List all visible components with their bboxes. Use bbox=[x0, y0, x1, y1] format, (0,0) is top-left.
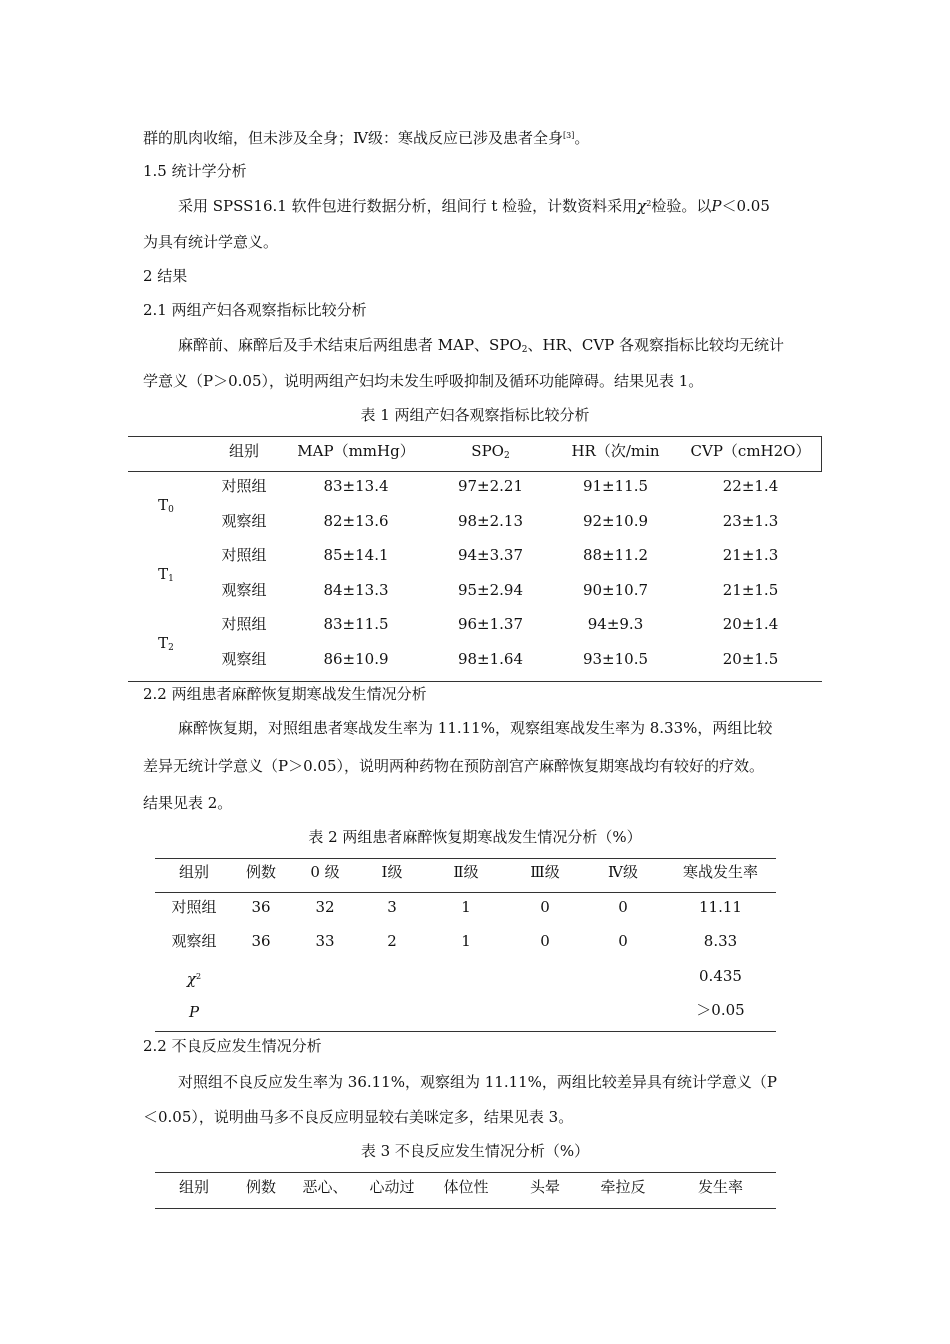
table1-cell-cvp: 21±1.5 bbox=[722, 581, 779, 599]
table2-cell: 36 bbox=[251, 932, 271, 950]
table1-cell-map: 83±13.4 bbox=[323, 477, 389, 495]
table2-caption: 表 2 两组患者麻醉恢复期寒战发生情况分析（%） bbox=[308, 828, 642, 846]
table1-cell-map: 83±11.5 bbox=[323, 615, 389, 633]
table1-time-t0: $T_0$ bbox=[158, 496, 174, 515]
table2-header-cell: 寒战发生率 bbox=[682, 863, 758, 881]
section-heading-2-1: 2.1 两组产妇各观察指标比较分析 bbox=[143, 301, 367, 319]
paragraph-line: 为具有统计学意义。 bbox=[143, 233, 279, 251]
table3-header-cell: 组别 bbox=[178, 1178, 209, 1196]
table2-chi-label: $\chi^2$ bbox=[186, 970, 202, 988]
table1-header-cvp: CVP（cmH2O） bbox=[690, 442, 811, 460]
table1-cell-cvp: 21±1.3 bbox=[722, 546, 779, 564]
paragraph-line: ＜0.05），说明曲马多不良反应明显较右美咪定多，结果见表 3。 bbox=[143, 1108, 574, 1126]
table-rule bbox=[155, 1172, 776, 1173]
table1-cell-hr: 91±11.5 bbox=[582, 477, 649, 495]
section-heading-1-5: 1.5 统计学分析 bbox=[143, 162, 247, 180]
table1-caption: 表 1 两组产妇各观察指标比较分析 bbox=[360, 406, 590, 424]
table1-cell-cvp: 22±1.4 bbox=[722, 477, 779, 495]
table1-cell-cvp: 23±1.3 bbox=[722, 512, 779, 530]
section-heading-2: 2 结果 bbox=[143, 267, 188, 285]
table3-header-cell: 发生率 bbox=[697, 1178, 743, 1196]
table3-header-cell: 心动过 bbox=[369, 1178, 415, 1196]
table-rule bbox=[128, 436, 822, 437]
table1-cell-map: 84±13.3 bbox=[323, 581, 389, 599]
table2-cell: 3 bbox=[387, 898, 397, 916]
table2-cell: 对照组 bbox=[171, 898, 217, 916]
table1-cell-group: 对照组 bbox=[221, 615, 267, 633]
table1-time-t1: $T_1$ bbox=[158, 565, 174, 584]
table2-header-cell: Ⅳ级 bbox=[608, 863, 638, 881]
table2-cell: 1 bbox=[461, 898, 471, 916]
section-heading-2-2: 2.2 两组患者麻醉恢复期寒战发生情况分析 bbox=[143, 685, 427, 703]
table2-cell: 2 bbox=[387, 932, 397, 950]
table1-cell-cvp: 20±1.4 bbox=[722, 615, 779, 633]
table2-cell: 32 bbox=[315, 898, 335, 916]
table1-cell-spo2: 95±2.94 bbox=[457, 581, 524, 599]
table2-header-cell: 0 级 bbox=[310, 863, 340, 881]
table1-cell-group: 观察组 bbox=[221, 512, 267, 530]
table2-header-cell: Ⅲ级 bbox=[530, 863, 560, 881]
table3-header-cell: 头晕 bbox=[529, 1178, 560, 1196]
paragraph-line: 群的肌肉收缩，但未涉及全身；Ⅳ级：寒战反应已涉及患者全身[3]。 bbox=[143, 129, 590, 147]
table1-cell-hr: 92±10.9 bbox=[582, 512, 649, 530]
paragraph-line: 学意义（P＞0.05），说明两组产妇均未发生呼吸抑制及循环功能障碍。结果见表 1。 bbox=[143, 372, 704, 390]
table2-header-cell: 组别 bbox=[178, 863, 209, 881]
table2-cell: 0 bbox=[618, 932, 628, 950]
paragraph-line: 采用 SPSS16.1 软件包进行数据分析，组间行 t 检验，计数资料采用$\chi^2$检验。以P＜0.05 bbox=[178, 197, 770, 215]
table1-cell-spo2: 98±2.13 bbox=[457, 512, 524, 530]
table1-cell-spo2: 97±2.21 bbox=[457, 477, 524, 495]
table3-header-cell: 牵拉反 bbox=[600, 1178, 646, 1196]
table1-cell-hr: 93±10.5 bbox=[582, 650, 649, 668]
table2-cell: 0 bbox=[618, 898, 628, 916]
table1-cell-cvp: 20±1.5 bbox=[722, 650, 779, 668]
table2-header-cell: Ⅰ级 bbox=[381, 863, 403, 881]
table2-cell: 观察组 bbox=[171, 932, 217, 950]
table-rule bbox=[155, 858, 776, 859]
table2-cell: 8.33 bbox=[703, 932, 738, 950]
table1-cell-hr: 88±11.2 bbox=[582, 546, 649, 564]
paragraph-line: 麻醉恢复期，对照组患者寒战发生率为 11.11%，观察组寒战发生率为 8.33%，两组比较 bbox=[178, 719, 773, 737]
table2-cell: 0 bbox=[540, 932, 550, 950]
table1-cell-spo2: 98±1.64 bbox=[457, 650, 524, 668]
table1-cell-group: 对照组 bbox=[221, 477, 267, 495]
table2-cell: 33 bbox=[315, 932, 335, 950]
table1-cell-group: 观察组 bbox=[221, 650, 267, 668]
table1-header-spo2: $SPO_2$ bbox=[471, 442, 510, 461]
table1-time-t2: $T_2$ bbox=[158, 634, 174, 653]
table-rule bbox=[128, 681, 822, 682]
paragraph-line: 结果见表 2。 bbox=[143, 794, 233, 812]
table-rule bbox=[128, 471, 822, 472]
table2-p-value: ＞0.05 bbox=[696, 1001, 745, 1019]
paragraph-line: 麻醉前、麻醉后及手术结束后两组患者 MAP、$SPO_2$、HR、CVP 各观察指标比较均无统计 bbox=[178, 336, 785, 355]
table2-cell: 0 bbox=[540, 898, 550, 916]
table2-chi-value: 0.435 bbox=[699, 967, 742, 985]
table3-header-cell: 例数 bbox=[245, 1178, 276, 1196]
table2-header-cell: Ⅱ级 bbox=[453, 863, 479, 881]
table1-cell-group: 观察组 bbox=[221, 581, 267, 599]
paragraph-line: 对照组不良反应发生率为 36.11%，观察组为 11.11%，两组比较差异具有统计学意义（P bbox=[178, 1073, 778, 1091]
table3-header-cell: 体位性 bbox=[443, 1178, 489, 1196]
table2-cell: 36 bbox=[251, 898, 271, 916]
table2-cell: 11.11 bbox=[699, 898, 742, 916]
table1-cell-group: 对照组 bbox=[221, 546, 267, 564]
table1-cell-map: 85±14.1 bbox=[323, 546, 389, 564]
table-rule bbox=[155, 1208, 776, 1209]
table2-header-cell: 例数 bbox=[245, 863, 276, 881]
table1-header-hr: HR（次/min bbox=[571, 442, 660, 460]
table2-p-label: P bbox=[188, 1003, 200, 1021]
table-rule bbox=[155, 1031, 776, 1032]
table3-caption: 表 3 不良反应发生情况分析（%） bbox=[360, 1142, 590, 1160]
section-heading-2-2-adverse: 2.2 不良反应发生情况分析 bbox=[143, 1037, 322, 1055]
table-rule bbox=[155, 892, 776, 893]
table1-cell-hr: 94±9.3 bbox=[587, 615, 644, 633]
table1-header-map: MAP（mmHg） bbox=[297, 442, 415, 460]
table3-header-cell: 恶心、 bbox=[302, 1178, 348, 1196]
paragraph-line: 差异无统计学意义（P＞0.05），说明两种药物在预防剖宫产麻醉恢复期寒战均有较好的疗效。 bbox=[143, 757, 764, 775]
table1-cell-hr: 90±10.7 bbox=[582, 581, 649, 599]
table1-cell-spo2: 94±3.37 bbox=[457, 546, 524, 564]
table1-header-group: 组别 bbox=[228, 442, 259, 460]
table1-cell-spo2: 96±1.37 bbox=[457, 615, 524, 633]
table1-cell-map: 86±10.9 bbox=[323, 650, 389, 668]
table1-cell-map: 82±13.6 bbox=[323, 512, 389, 530]
table2-cell: 1 bbox=[461, 932, 471, 950]
